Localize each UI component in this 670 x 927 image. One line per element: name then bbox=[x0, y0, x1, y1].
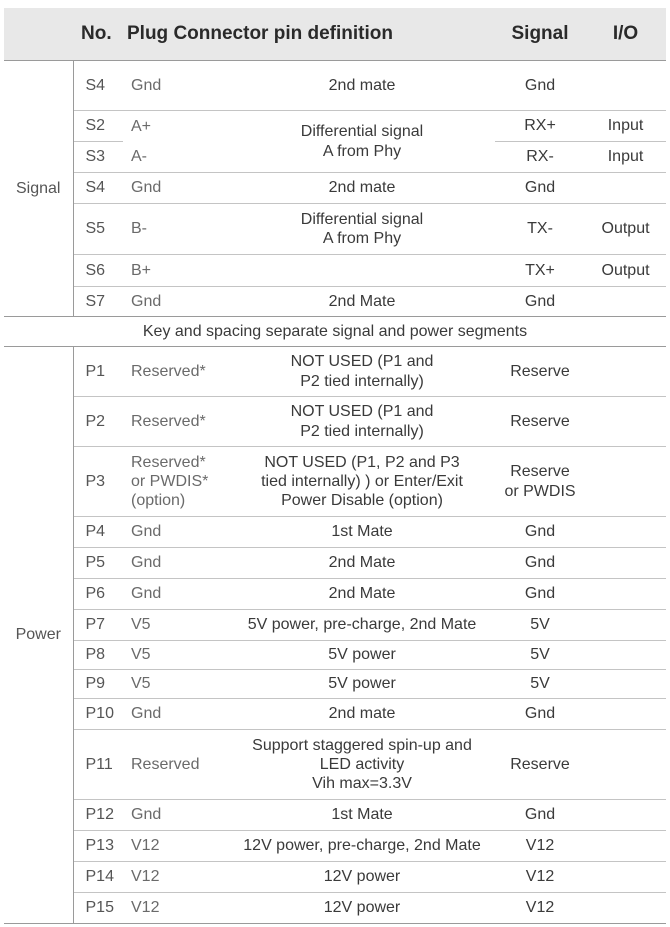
pin-name: Gnd bbox=[123, 548, 229, 579]
pin-io bbox=[585, 730, 666, 800]
pin-no: P9 bbox=[73, 670, 123, 699]
pin-signal: RX+ bbox=[495, 111, 585, 142]
pin-io bbox=[585, 579, 666, 610]
pin-io bbox=[585, 641, 666, 670]
table-row bbox=[4, 397, 666, 447]
pin-io bbox=[585, 173, 666, 204]
pin-definition: 5V power bbox=[229, 641, 495, 670]
header-no: No. bbox=[73, 8, 123, 61]
pin-no: P15 bbox=[73, 893, 123, 924]
pin-definition: Differential signal A from Phy bbox=[229, 204, 495, 255]
pin-name: A+ bbox=[131, 117, 152, 135]
pin-name: Reserved bbox=[123, 730, 229, 800]
pin-name: V12 bbox=[123, 831, 229, 862]
table-row bbox=[4, 347, 666, 397]
pin-name: Reserved* bbox=[123, 347, 229, 397]
pin-signal: Reserve bbox=[495, 397, 585, 447]
pin-definition: 12V power bbox=[229, 862, 495, 893]
pin-name: V12 bbox=[123, 862, 229, 893]
pin-name: Reserved* or PWDIS* (option) bbox=[123, 447, 229, 517]
pin-io: Input bbox=[585, 142, 666, 173]
pin-definition: 2nd Mate bbox=[229, 579, 495, 610]
pin-no: P8 bbox=[73, 641, 123, 670]
pin-io bbox=[585, 347, 666, 397]
table-row bbox=[4, 862, 666, 893]
pin-io bbox=[585, 447, 666, 517]
pin-signal: Gnd bbox=[495, 61, 585, 111]
pin-signal: Reserve bbox=[495, 347, 585, 397]
pin-io bbox=[585, 517, 666, 548]
pin-signal: Gnd bbox=[495, 287, 585, 317]
pin-definition: 2nd Mate bbox=[229, 548, 495, 579]
pin-io bbox=[585, 61, 666, 111]
group-label-signal: Signal bbox=[4, 61, 73, 317]
pin-name: Gnd bbox=[123, 699, 229, 730]
header-definition: Plug Connector pin definition bbox=[123, 8, 495, 61]
pin-io bbox=[585, 862, 666, 893]
table-row bbox=[4, 730, 666, 800]
pin-signal: Gnd bbox=[495, 579, 585, 610]
table-row bbox=[4, 447, 666, 517]
pin-no: S4 bbox=[73, 61, 123, 111]
pin-signal: 5V bbox=[495, 610, 585, 641]
pin-no: P3 bbox=[73, 447, 123, 517]
pin-name: Gnd bbox=[123, 173, 229, 204]
table-row bbox=[4, 610, 666, 641]
pin-signal: TX- bbox=[495, 204, 585, 255]
table-row bbox=[4, 204, 666, 255]
pin-signal: V12 bbox=[495, 831, 585, 862]
pin-name: V5 bbox=[123, 670, 229, 699]
table-row bbox=[4, 173, 666, 204]
pin-signal: Gnd bbox=[495, 548, 585, 579]
table-row bbox=[4, 893, 666, 924]
pin-no: S3 bbox=[73, 142, 123, 173]
pin-definition: 2nd mate bbox=[229, 61, 495, 111]
table-row bbox=[4, 831, 666, 862]
pin-io bbox=[585, 548, 666, 579]
pin-no: S4 bbox=[73, 173, 123, 204]
pin-no: P14 bbox=[73, 862, 123, 893]
segment-separator-note: Key and spacing separate signal and power segments bbox=[4, 317, 666, 347]
pin-signal: TX+ bbox=[495, 255, 585, 287]
pin-io bbox=[585, 287, 666, 317]
pin-definition: 5V power, pre-charge, 2nd Mate bbox=[229, 610, 495, 641]
pin-io bbox=[585, 831, 666, 862]
pin-definition: 12V power bbox=[229, 893, 495, 924]
pin-io bbox=[585, 610, 666, 641]
pin-definition: 5V power bbox=[229, 670, 495, 699]
pin-io bbox=[585, 699, 666, 730]
pin-signal: V12 bbox=[495, 862, 585, 893]
table-header-row bbox=[4, 8, 666, 61]
table-row bbox=[4, 61, 666, 111]
pin-no: P6 bbox=[73, 579, 123, 610]
table-row bbox=[4, 255, 666, 287]
pin-name: Gnd bbox=[123, 579, 229, 610]
table-row bbox=[4, 641, 666, 670]
pin-no: S5 bbox=[73, 204, 123, 255]
pin-io bbox=[585, 397, 666, 447]
pin-no: P5 bbox=[73, 548, 123, 579]
pin-definition: NOT USED (P1 and P2 tied internally) bbox=[229, 347, 495, 397]
pin-definition bbox=[229, 255, 495, 287]
pin-definition: NOT USED (P1, P2 and P3 tied internally) ) or Enter/Exit Power Disable (option) bbox=[229, 447, 495, 517]
pin-signal: Gnd bbox=[495, 800, 585, 831]
table-row bbox=[4, 111, 666, 142]
pin-definition: NOT USED (P1 and P2 tied internally) bbox=[229, 397, 495, 447]
table-row bbox=[4, 579, 666, 610]
pin-io: Input bbox=[585, 111, 666, 142]
pin-signal: V12 bbox=[495, 893, 585, 924]
pin-name: V5 bbox=[123, 641, 229, 670]
pin-signal: Gnd bbox=[495, 699, 585, 730]
pin-io bbox=[585, 670, 666, 699]
pin-no: P12 bbox=[73, 800, 123, 831]
pin-name: V5 bbox=[123, 610, 229, 641]
pin-name: V12 bbox=[123, 893, 229, 924]
table-row bbox=[4, 699, 666, 730]
pin-name: Gnd bbox=[123, 517, 229, 548]
pin-definition: 2nd mate bbox=[229, 699, 495, 730]
pin-signal: 5V bbox=[495, 641, 585, 670]
header-group-blank bbox=[4, 8, 73, 61]
pin-name: A- bbox=[123, 142, 229, 173]
pin-definition-table-container bbox=[4, 8, 666, 924]
table-row bbox=[4, 670, 666, 699]
header-io: I/O bbox=[585, 8, 666, 61]
pin-no: P7 bbox=[73, 610, 123, 641]
pin-no: P2 bbox=[73, 397, 123, 447]
table-row bbox=[4, 287, 666, 317]
pin-definition: Differential signal A from Phy bbox=[229, 111, 495, 173]
pin-definition: 2nd Mate bbox=[229, 287, 495, 317]
pin-definition: 12V power, pre-charge, 2nd Mate bbox=[229, 831, 495, 862]
pin-definition: 1st Mate bbox=[229, 517, 495, 548]
pin-io: Output bbox=[585, 255, 666, 287]
pin-signal: Gnd bbox=[495, 517, 585, 548]
pin-definition: 2nd mate bbox=[229, 173, 495, 204]
header-signal: Signal bbox=[495, 8, 585, 61]
pin-name: B+ bbox=[123, 255, 229, 287]
pin-io: Output bbox=[585, 204, 666, 255]
pin-no: S2 bbox=[73, 111, 123, 142]
table-row bbox=[4, 548, 666, 579]
pin-no: P11 bbox=[73, 730, 123, 800]
pin-signal: Reserve or PWDIS bbox=[495, 447, 585, 517]
pin-name: Gnd bbox=[123, 800, 229, 831]
pin-name: B- bbox=[123, 204, 229, 255]
pin-name: Gnd bbox=[123, 61, 229, 111]
pin-no: P10 bbox=[73, 699, 123, 730]
pin-signal: RX- bbox=[495, 142, 585, 173]
table-row bbox=[4, 800, 666, 831]
pin-no: S7 bbox=[73, 287, 123, 317]
pin-definition: 1st Mate bbox=[229, 800, 495, 831]
pin-io bbox=[585, 800, 666, 831]
pin-name: Gnd bbox=[123, 287, 229, 317]
pin-definition-table bbox=[4, 8, 666, 924]
pin-io bbox=[585, 893, 666, 924]
pin-no: S6 bbox=[73, 255, 123, 287]
pin-no: P1 bbox=[73, 347, 123, 397]
pin-signal: 5V bbox=[495, 670, 585, 699]
pin-definition: Support staggered spin-up and LED activity Vih max=3.3V bbox=[229, 730, 495, 800]
pin-no: P13 bbox=[73, 831, 123, 862]
segment-separator-row bbox=[4, 317, 666, 347]
pin-no: P4 bbox=[73, 517, 123, 548]
pin-signal: Gnd bbox=[495, 173, 585, 204]
table-row bbox=[4, 517, 666, 548]
pin-name: Reserved* bbox=[123, 397, 229, 447]
pin-signal: Reserve bbox=[495, 730, 585, 800]
group-label-power: Power bbox=[4, 347, 73, 924]
